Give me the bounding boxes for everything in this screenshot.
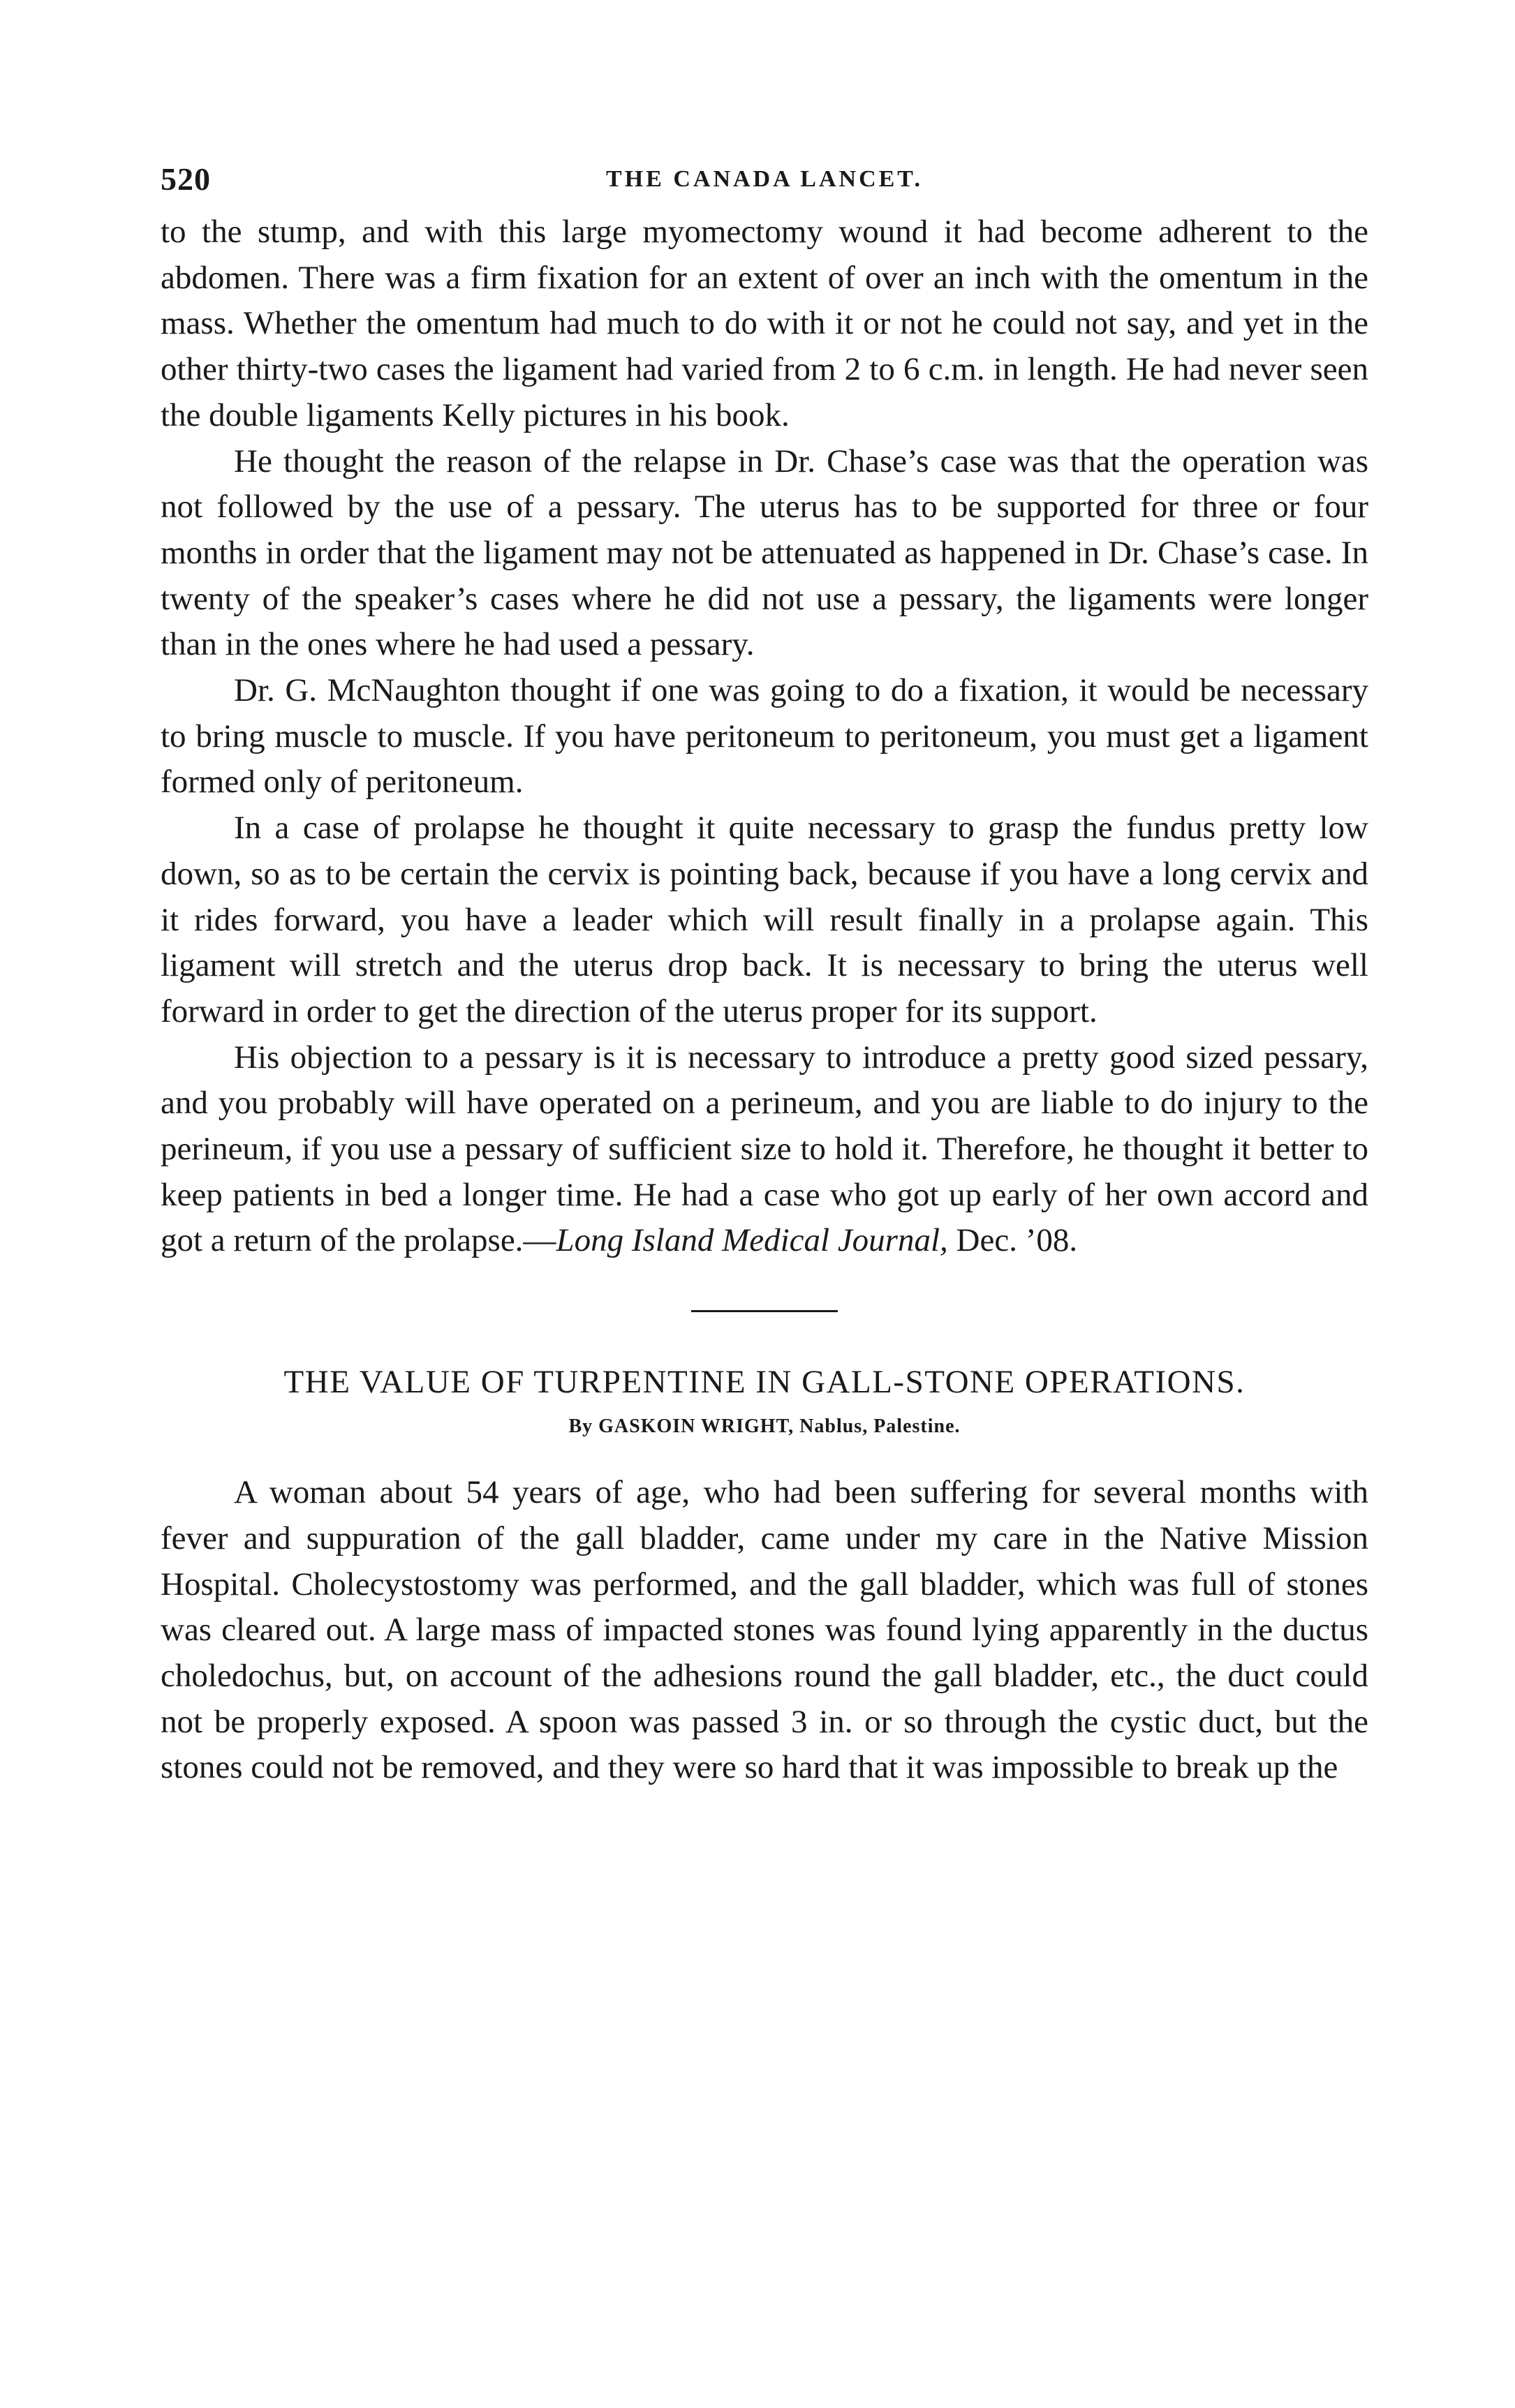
first-article-body bbox=[161, 209, 1368, 1264]
paragraph-text: His objection to a pessary is it is necessary to introduce a pretty good sized pessary, and you probably will have operated on a perineum, and you are liable to do injury to the perineum, if you use a pessary of sufficient size to hold it. Therefore, he thought it better to keep patients in bed a longer time. He had a case who got up early of her own accord and got a return of the prolapse.— bbox=[161, 1039, 1368, 1259]
paragraph: Dr. G. McNaughton thought if one was going to do a fixation, it would be necessary to bring muscle to muscle. If you have peritoneum to peritoneum, you must get a ligament formed only of peritoneum. bbox=[161, 672, 1368, 801]
paragraph: In a case of prolapse he thought it quite necessary to grasp the fundus pretty low down, so as to be certain the cervix is pointing back, because if you have a long cervix and it rides forward, you have a leader which will result finally in a prolapse again. This ligament will stretch and the uterus drop back. It is necessary to bring the uterus well forward in order to get the direction of the uterus proper for its support. bbox=[161, 810, 1368, 1030]
journal-page bbox=[161, 161, 1368, 1791]
page-number: 520 bbox=[161, 161, 211, 197]
citation-date: Dec. ’08. bbox=[947, 1222, 1078, 1259]
paragraph-continued: to the stump, and with this large myomectomy wound it had become adherent to the abdomen. There was a firm fixation for an extent of over an inch with the omentum in the mass. Whether the omentum had much to do with it or not he could not say, and yet in the other thirty-two cases the ligament had varied from 2 to 6 c.m. in length. He had never seen the double ligaments Kelly pictures in his book. bbox=[161, 214, 1368, 433]
section-divider bbox=[691, 1310, 838, 1312]
article-byline: By GASKOIN WRIGHT, Nablus, Palestine. bbox=[568, 1415, 961, 1438]
paragraph: He thought the reason of the relapse in Dr. Chase’s case was that the operation was not followed by the use of a pessary. The uterus has to be supported for three or four months in order that the ligament may not be attenuated as happened in Dr. Chase’s case. In twenty of the speaker’s cases where he did not use a pessary, the ligaments were longer than in the ones where he had used a pessary. bbox=[161, 443, 1368, 663]
citation-source: Long Island Medical Journal, bbox=[556, 1222, 948, 1259]
article-title: THE VALUE OF TURPENTINE IN GALL-STONE OPERATIONS. bbox=[283, 1364, 1246, 1401]
journal-title: THE CANADA LANCET. bbox=[606, 166, 923, 192]
second-article-body bbox=[161, 1470, 1368, 1791]
paragraph: A woman about 54 years of age, who had been suffering for several months with fever and suppuration of the gall bladder, came under my care in the Native Mission Hospital. Cholecystostomy was performed, and the gall bladder, which was full of stones was cleared out. A large mass of impacted stones was found lying apparently in the ductus choledochus, but, on account of the adhesions round the gall bladder, etc., the duct could not be properly exposed. A spoon was passed 3 in. or so through the cystic duct, but the stones could not be removed, and they were so hard that it was impossible to break up the bbox=[161, 1474, 1368, 1786]
paragraph-with-citation bbox=[161, 1035, 1368, 1265]
running-head bbox=[161, 161, 1368, 209]
